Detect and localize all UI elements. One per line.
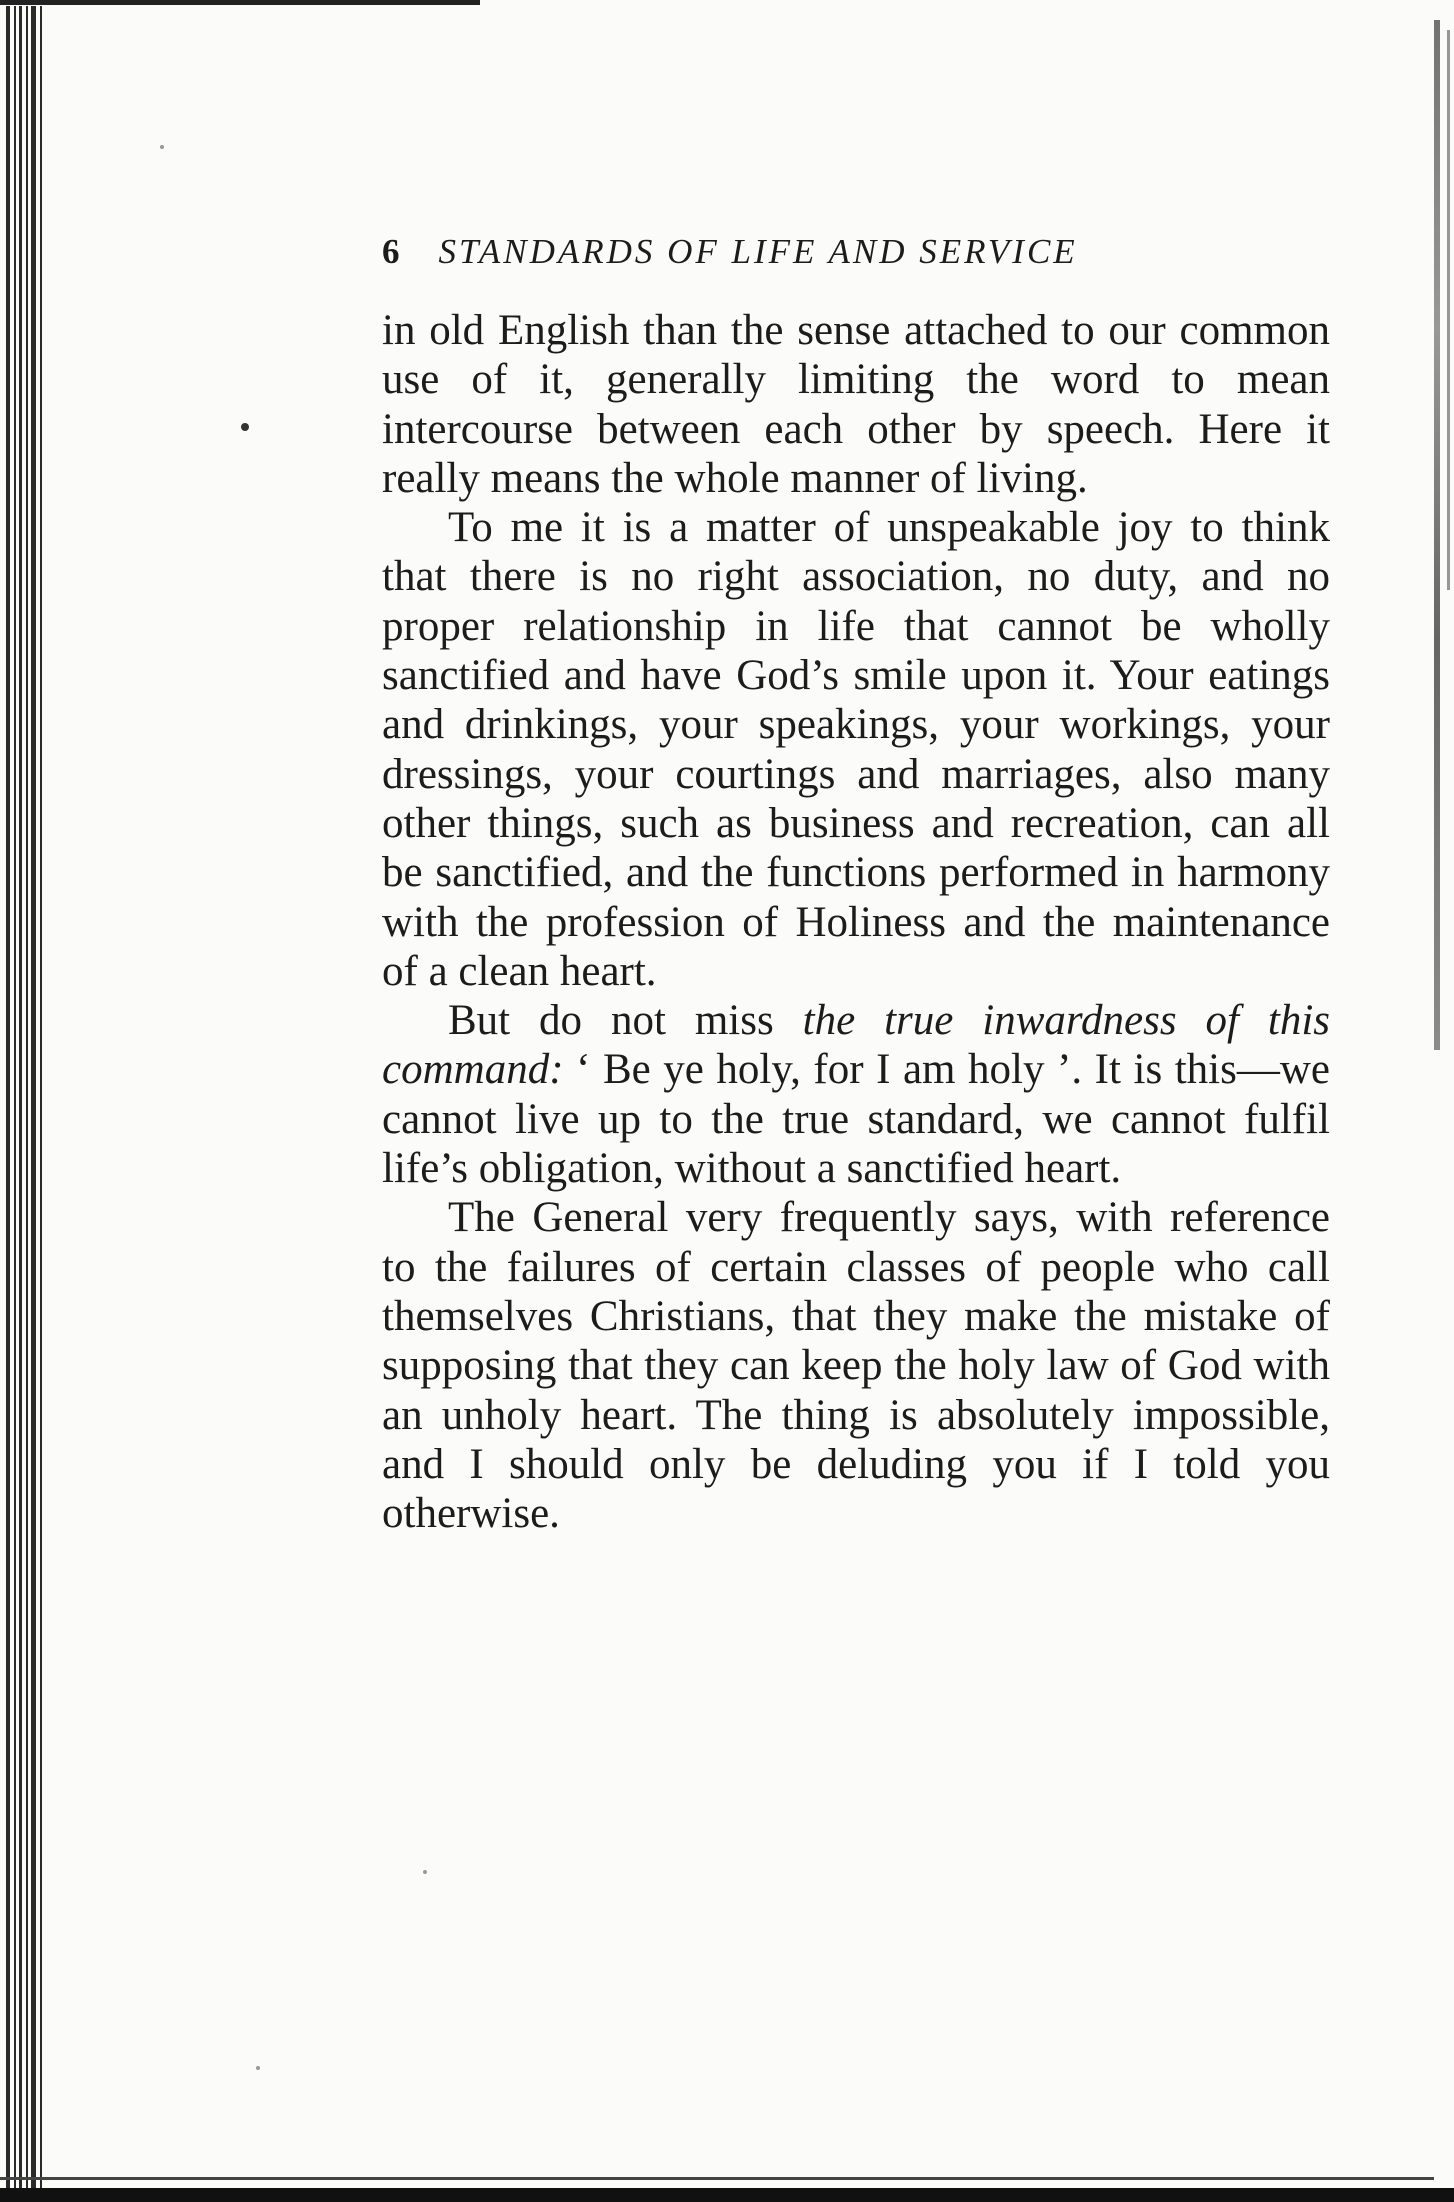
running-title: STANDARDS OF LIFE AND SERVICE bbox=[438, 232, 1078, 271]
scan-bottom-rule bbox=[0, 2188, 1454, 2202]
scan-binding-edge bbox=[0, 0, 60, 2202]
paragraph-3: But do not miss the true inwardness of this command: ‘ Be ye holy, for I am holy ’. It is this—we cannot live up to the true standard, we cannot fulfil life’s obligation, without a sanctified heart. bbox=[382, 997, 1330, 1193]
paragraph-4: The General very frequently says, with reference to the failures of certain classes of people who call themselves Christians, that they make the mistake of supposing that they can keep the holy law of God with an unholy heart. The thing is absolutely impossible, and I should only be deluding you if I told you otherwise. bbox=[382, 1194, 1330, 1538]
paragraph-2: To me it is a matter of unspeakable joy to think that there is no right association, no duty, and no proper relationship in life that cannot be wholly sanctified and have God’s smile upon it. Your eatings and drinkings, your speakings, your workings, your dressings, your courtings and marriages, also many other things, such as business and recreation, can all be sanctified, and the functions performed in harmony with the profession of Holiness and the maintenance of a clean heart. bbox=[382, 504, 1330, 995]
page-body bbox=[382, 306, 1330, 1538]
scan-speck bbox=[160, 145, 164, 149]
running-head bbox=[382, 232, 1242, 272]
scan-speck bbox=[241, 423, 249, 431]
paragraph-1: in old English than the sense attached to our common use of it, generally limiting the word to mean intercourse between each other by speech. Here it really means the whole manner of living. bbox=[382, 307, 1330, 502]
emphasis-phrase: the true inwardness of this command: bbox=[382, 997, 1330, 1094]
page-number: 6 bbox=[382, 232, 403, 271]
scan-right-edge-secondary bbox=[1447, 30, 1450, 590]
scan-right-edge bbox=[1434, 20, 1440, 1050]
scan-speck bbox=[256, 2066, 260, 2070]
scan-bottom-rule-thin bbox=[0, 2177, 1434, 2180]
scan-top-rule bbox=[0, 0, 480, 5]
scan-speck bbox=[423, 1870, 427, 1874]
